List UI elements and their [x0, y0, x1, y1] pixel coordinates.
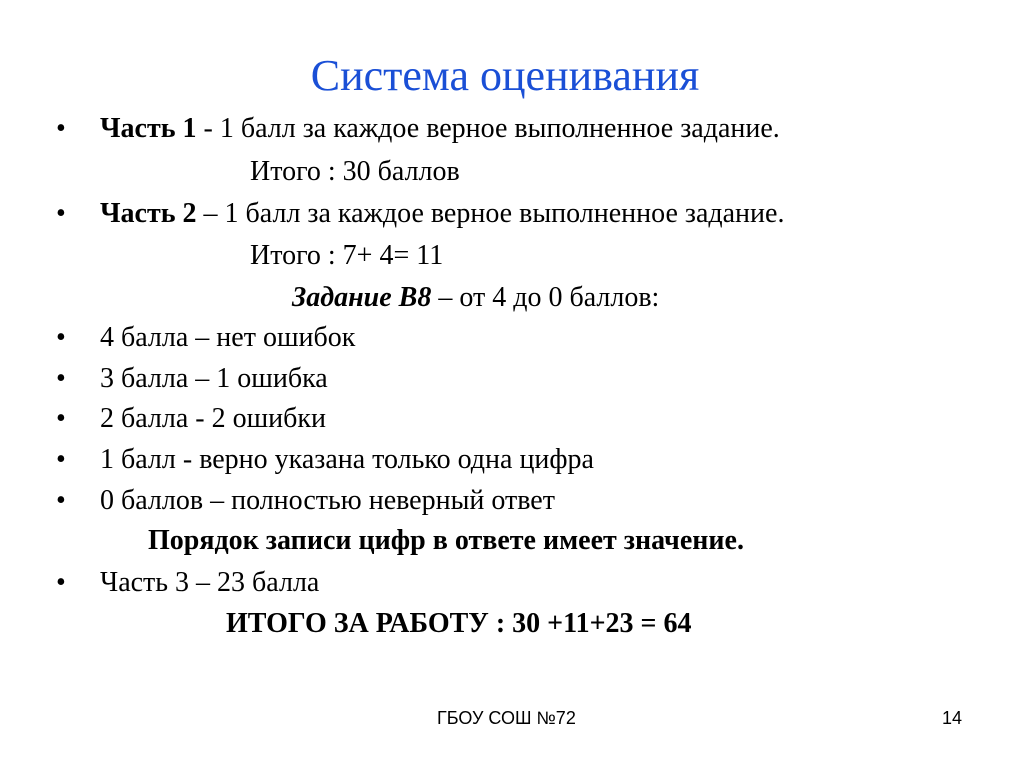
task-b8-label: Задание В8 — [292, 282, 432, 313]
part1-total: Итого : 30 баллов — [250, 156, 460, 187]
task-b8-line — [292, 280, 659, 316]
bullet-marker: • — [56, 403, 66, 434]
slide-title: Система оценивания — [310, 51, 700, 100]
footer-school: ГБОУ СОШ №72 — [437, 708, 576, 728]
bullet-marker: • — [56, 444, 66, 475]
score-item: 1 балл - верно указана только одна цифра — [100, 444, 594, 475]
bullet-marker: • — [56, 363, 66, 394]
part2-text: – 1 балл за каждое верное выполненное задание. — [196, 198, 785, 229]
task-b8-text: – от 4 до 0 баллов: — [431, 282, 660, 313]
part1-label: Часть 1 — [100, 113, 197, 144]
bullet-marker: • — [56, 485, 66, 516]
score-item: 3 балла – 1 ошибка — [100, 363, 328, 394]
part1-text: - 1 балл за каждое верное выполненное задание. — [196, 113, 780, 144]
bullet-marker: • — [56, 198, 66, 229]
order-note: Порядок записи цифр в ответе имеет значение. — [148, 525, 744, 556]
bullet-marker: • — [56, 322, 66, 353]
score-item: 4 балла – нет ошибок — [100, 322, 356, 353]
part2-total: Итого : 7+ 4= 11 — [250, 240, 444, 271]
score-item: 2 балла - 2 ошибки — [100, 403, 326, 434]
score-item: 0 баллов – полностью неверный ответ — [100, 485, 555, 516]
page-number: 14 — [942, 708, 963, 728]
grand-total: ИТОГО ЗА РАБОТУ : 30 +11+23 = 64 — [226, 608, 692, 639]
bullet-marker: • — [56, 113, 66, 144]
part1-line — [100, 111, 780, 147]
part2-label: Часть 2 — [100, 198, 197, 229]
part2-line — [100, 196, 784, 232]
part3-line: Часть 3 – 23 балла — [100, 567, 320, 598]
bullet-marker: • — [56, 567, 66, 598]
